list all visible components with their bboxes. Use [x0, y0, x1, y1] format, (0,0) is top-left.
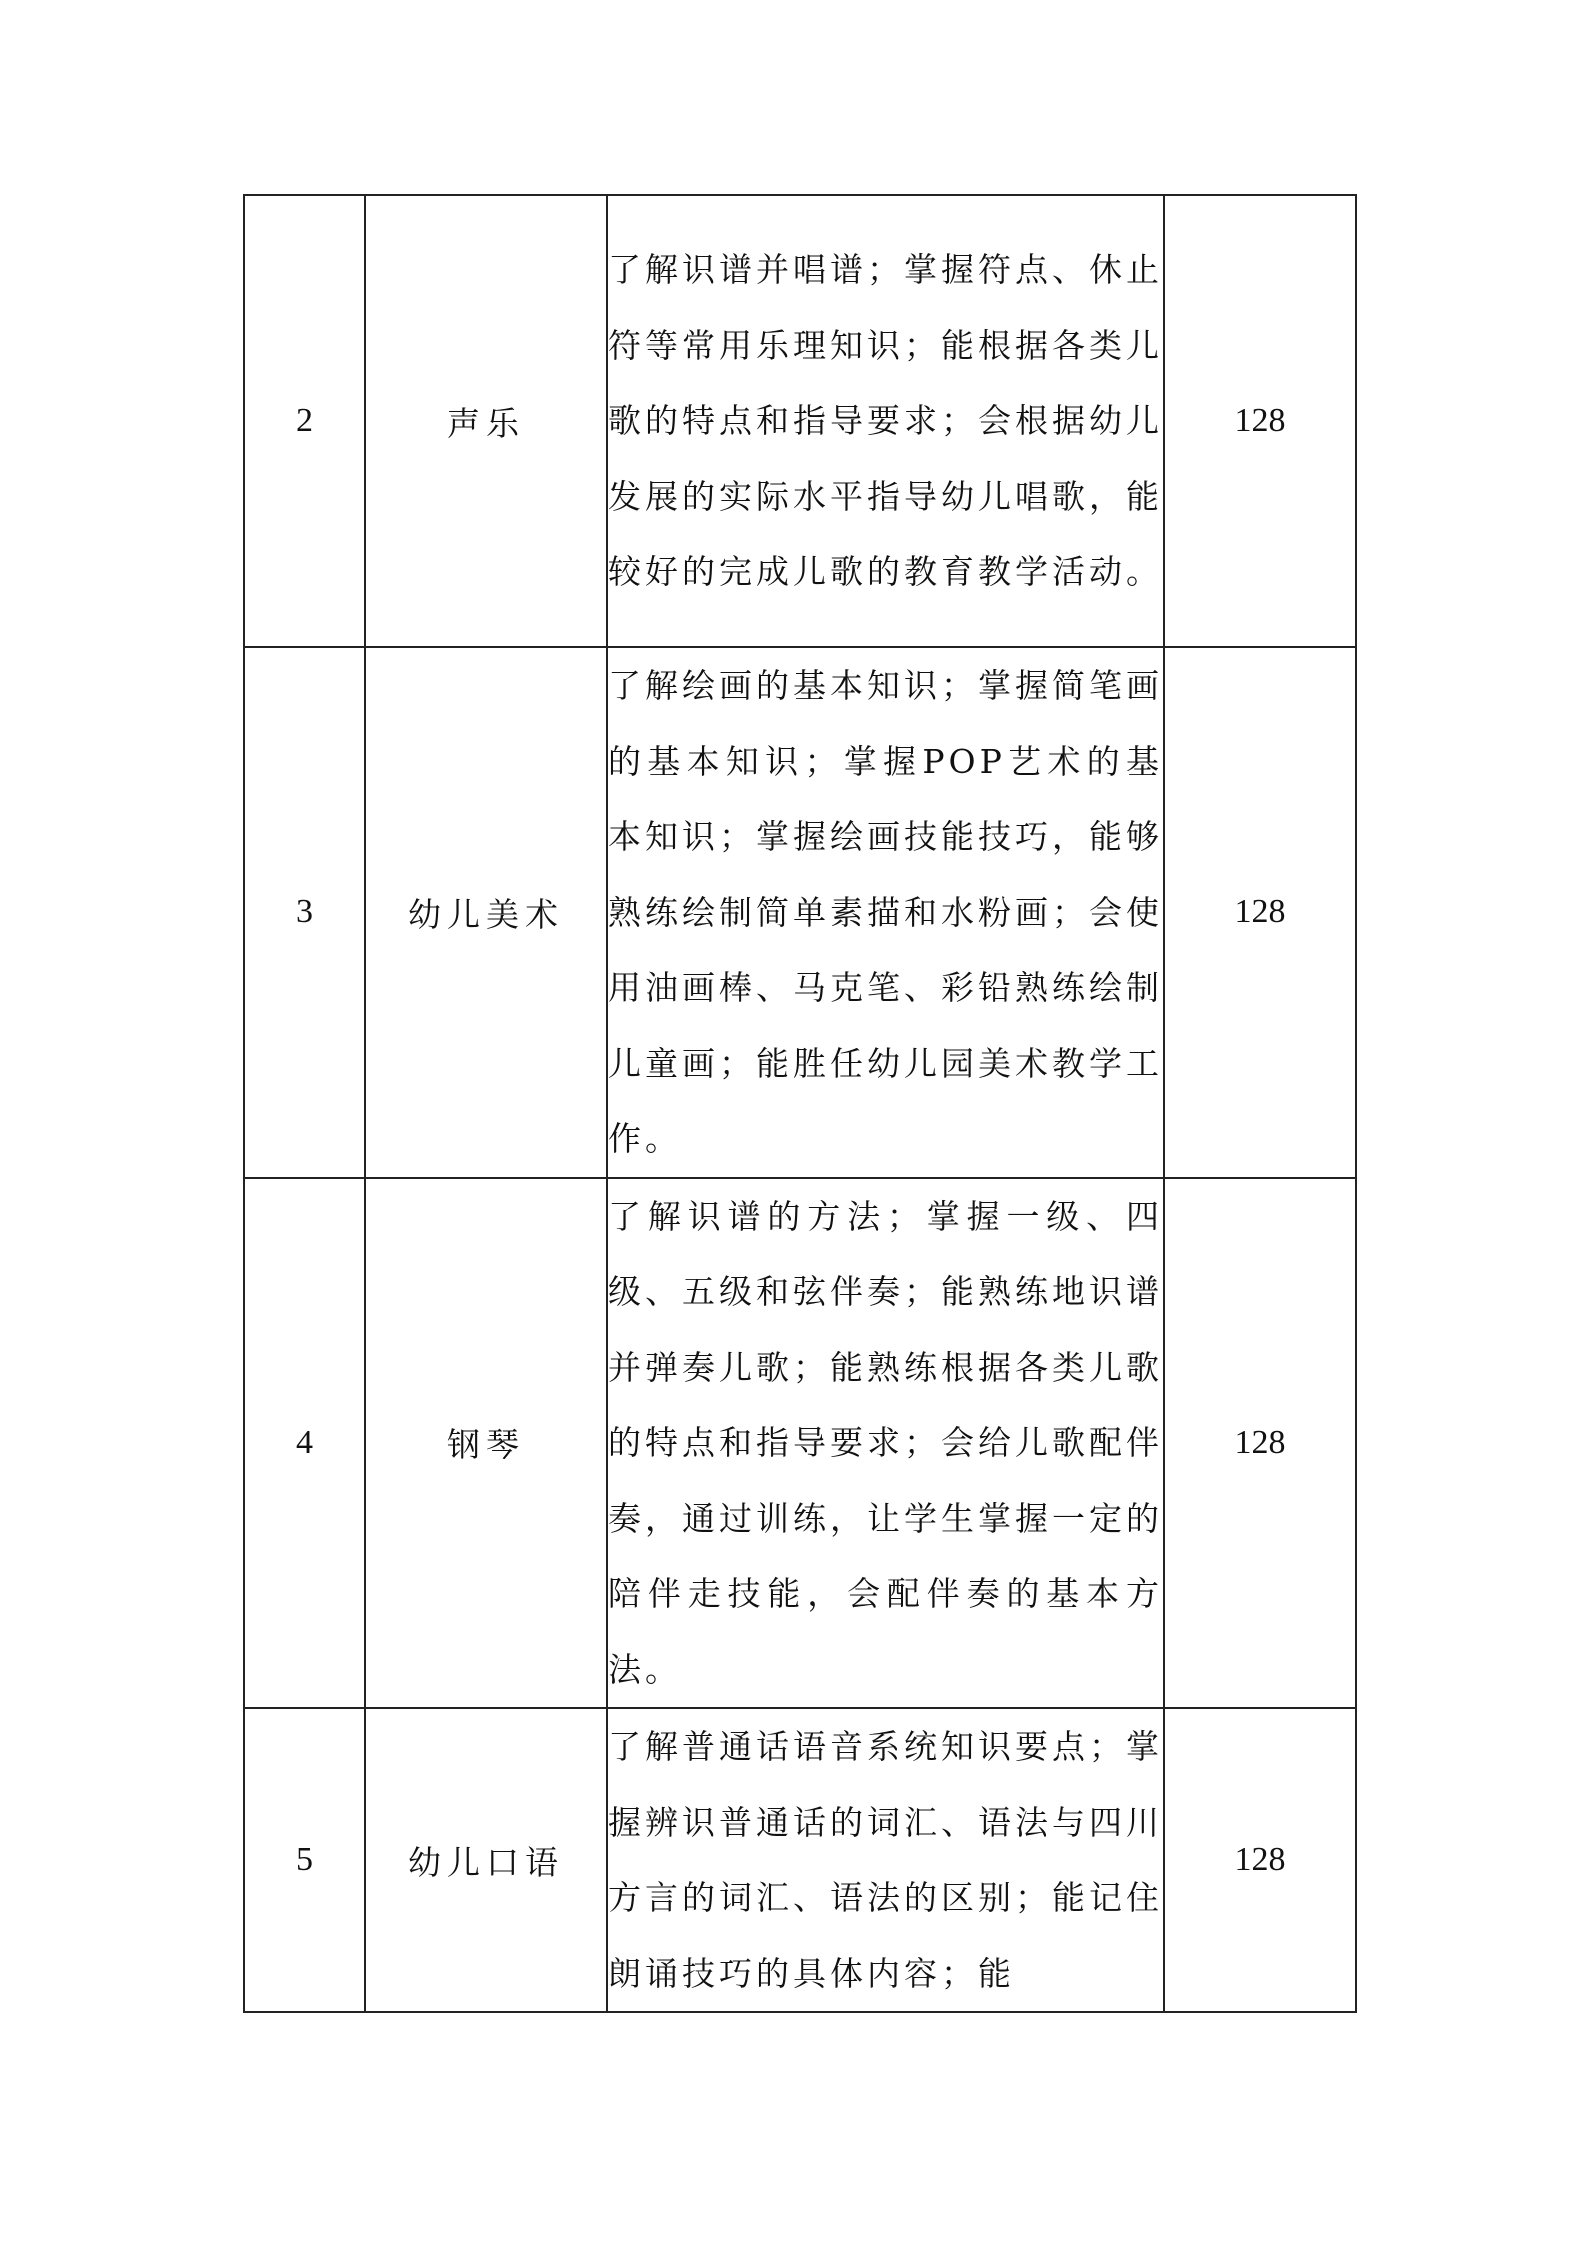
row-number: 5	[244, 1708, 365, 2012]
course-name: 钢琴	[365, 1178, 607, 1709]
course-description: 了解绘画的基本知识；掌握简笔画的基本知识；掌握POP艺术的基本知识；掌握绘画技能技巧，能够熟练绘制简单素描和水粉画；会使用油画棒、马克笔、彩铅熟练绘制儿童画；能胜任幼儿园美术教学工作。	[607, 647, 1164, 1178]
row-number: 3	[244, 647, 365, 1178]
course-name: 幼儿口语	[365, 1708, 607, 2012]
row-number: 4	[244, 1178, 365, 1709]
course-description: 了解普通话语音系统知识要点；掌握辨识普通话的词汇、语法与四川方言的词汇、语法的区别；能记住朗诵技巧的具体内容；能	[607, 1708, 1164, 2012]
course-description: 了解识谱并唱谱；掌握符点、休止符等常用乐理知识；能根据各类儿歌的特点和指导要求；会根据幼儿发展的实际水平指导幼儿唱歌，能较好的完成儿歌的教育教学活动。	[607, 195, 1164, 647]
course-hours: 128	[1164, 1178, 1356, 1709]
course-table	[243, 194, 1357, 2013]
course-hours: 128	[1164, 647, 1356, 1178]
row-number: 2	[244, 195, 365, 647]
table-row	[244, 647, 1356, 1178]
course-hours: 128	[1164, 1708, 1356, 2012]
course-name: 幼儿美术	[365, 647, 607, 1178]
course-name: 声乐	[365, 195, 607, 647]
course-description: 了解识谱的方法；掌握一级、四级、五级和弦伴奏；能熟练地识谱并弹奏儿歌；能熟练根据各类儿歌的特点和指导要求；会给儿歌配伴奏，通过训练，让学生掌握一定的陪伴走技能，会配伴奏的基本方法。	[607, 1178, 1164, 1709]
table-row	[244, 1178, 1356, 1709]
course-hours: 128	[1164, 195, 1356, 647]
table-row	[244, 195, 1356, 647]
table-row	[244, 1708, 1356, 2012]
